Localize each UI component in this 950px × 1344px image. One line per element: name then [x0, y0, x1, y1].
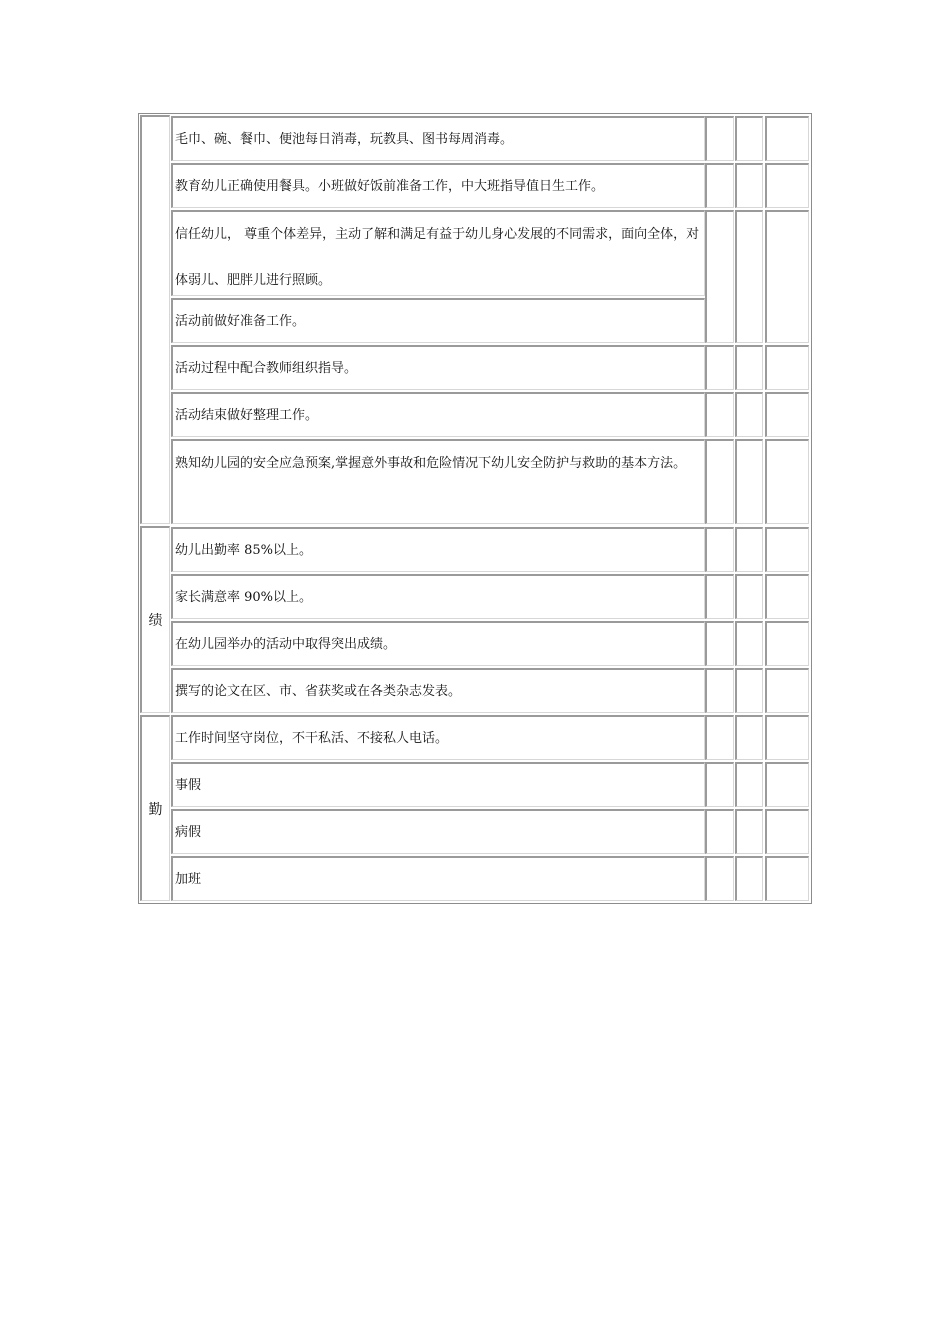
score-cell[interactable] — [735, 392, 763, 437]
score-cell[interactable] — [765, 345, 809, 390]
score-cell[interactable] — [735, 621, 763, 666]
criteria-text: 活动过程中配合教师组织指导。 — [175, 361, 358, 376]
score-cell[interactable] — [735, 345, 763, 390]
score-cell[interactable] — [735, 668, 763, 713]
score-cell[interactable] — [705, 668, 734, 713]
score-cell[interactable] — [705, 856, 734, 901]
score-cell[interactable] — [735, 856, 763, 901]
score-cell[interactable] — [765, 856, 809, 901]
score-cell[interactable] — [735, 574, 763, 619]
criteria-text: 加班 — [175, 872, 202, 887]
score-cell[interactable] — [735, 762, 763, 807]
evaluation-table — [138, 113, 812, 904]
criteria-text: 幼儿出勤率 85%以上。 — [175, 543, 313, 558]
score-cell[interactable] — [735, 809, 763, 854]
score-cell[interactable] — [765, 392, 809, 437]
score-cell[interactable] — [705, 574, 734, 619]
criteria-text: 活动结束做好整理工作。 — [175, 408, 319, 423]
score-cell[interactable] — [735, 210, 763, 343]
score-cell[interactable] — [705, 527, 734, 572]
score-cell[interactable] — [765, 439, 809, 524]
score-cell[interactable] — [735, 163, 763, 208]
score-cell[interactable] — [705, 621, 734, 666]
score-cell[interactable] — [735, 116, 763, 161]
score-cell[interactable] — [735, 715, 763, 760]
category-label: 勤 — [148, 801, 163, 818]
score-cell[interactable] — [765, 574, 809, 619]
criteria-text: 病假 — [175, 825, 202, 840]
category-cell — [140, 115, 170, 524]
criteria-text: 活动前做好准备工作。 — [175, 314, 306, 329]
score-cell[interactable] — [705, 809, 734, 854]
score-cell[interactable] — [765, 715, 809, 760]
criteria-text: 撰写的论文在区、市、省获奖或在各类杂志发表。 — [175, 684, 462, 699]
criteria-text: 在幼儿园举办的活动中取得突出成绩。 — [175, 637, 397, 652]
score-cell[interactable] — [705, 762, 734, 807]
score-cell[interactable] — [735, 527, 763, 572]
criteria-text: 事假 — [175, 778, 202, 793]
score-cell[interactable] — [765, 163, 809, 208]
score-cell[interactable] — [765, 668, 809, 713]
score-cell[interactable] — [765, 762, 809, 807]
criteria-text: 熟知幼儿园的安全应急预案,掌握意外事故和危险情况下幼儿安全防护与救助的基本方法。 — [175, 456, 687, 471]
category-cell — [140, 526, 170, 713]
score-cell[interactable] — [705, 439, 734, 524]
score-cell[interactable] — [765, 621, 809, 666]
score-cell[interactable] — [765, 116, 809, 161]
score-cell[interactable] — [765, 809, 809, 854]
criteria-text: 教育幼儿正确使用餐具。小班做好饭前准备工作，中大班指导值日生工作。 — [175, 179, 605, 194]
criteria-text: 家长满意率 90%以上。 — [175, 590, 313, 605]
score-cell[interactable] — [705, 345, 734, 390]
score-cell[interactable] — [705, 210, 734, 343]
score-cell[interactable] — [765, 210, 809, 343]
category-cell — [140, 715, 170, 901]
category-label: 绩 — [148, 613, 163, 629]
score-cell[interactable] — [705, 116, 734, 161]
score-cell[interactable] — [705, 392, 734, 437]
score-cell[interactable] — [705, 163, 734, 208]
score-cell[interactable] — [765, 527, 809, 572]
criteria-text: 信任幼儿， 尊重个体差异，主动了解和满足有益于幼儿身心发展的不同需求，面向全体，对体弱儿、肥胖儿进行照顾。 — [175, 227, 700, 288]
score-cell[interactable] — [735, 439, 763, 524]
criteria-text: 毛巾、碗、餐巾、便池每日消毒，玩教具、图书每周消毒。 — [175, 132, 514, 147]
score-cell[interactable] — [705, 715, 734, 760]
criteria-text: 工作时间坚守岗位，不干私活、不接私人电话。 — [175, 731, 449, 746]
